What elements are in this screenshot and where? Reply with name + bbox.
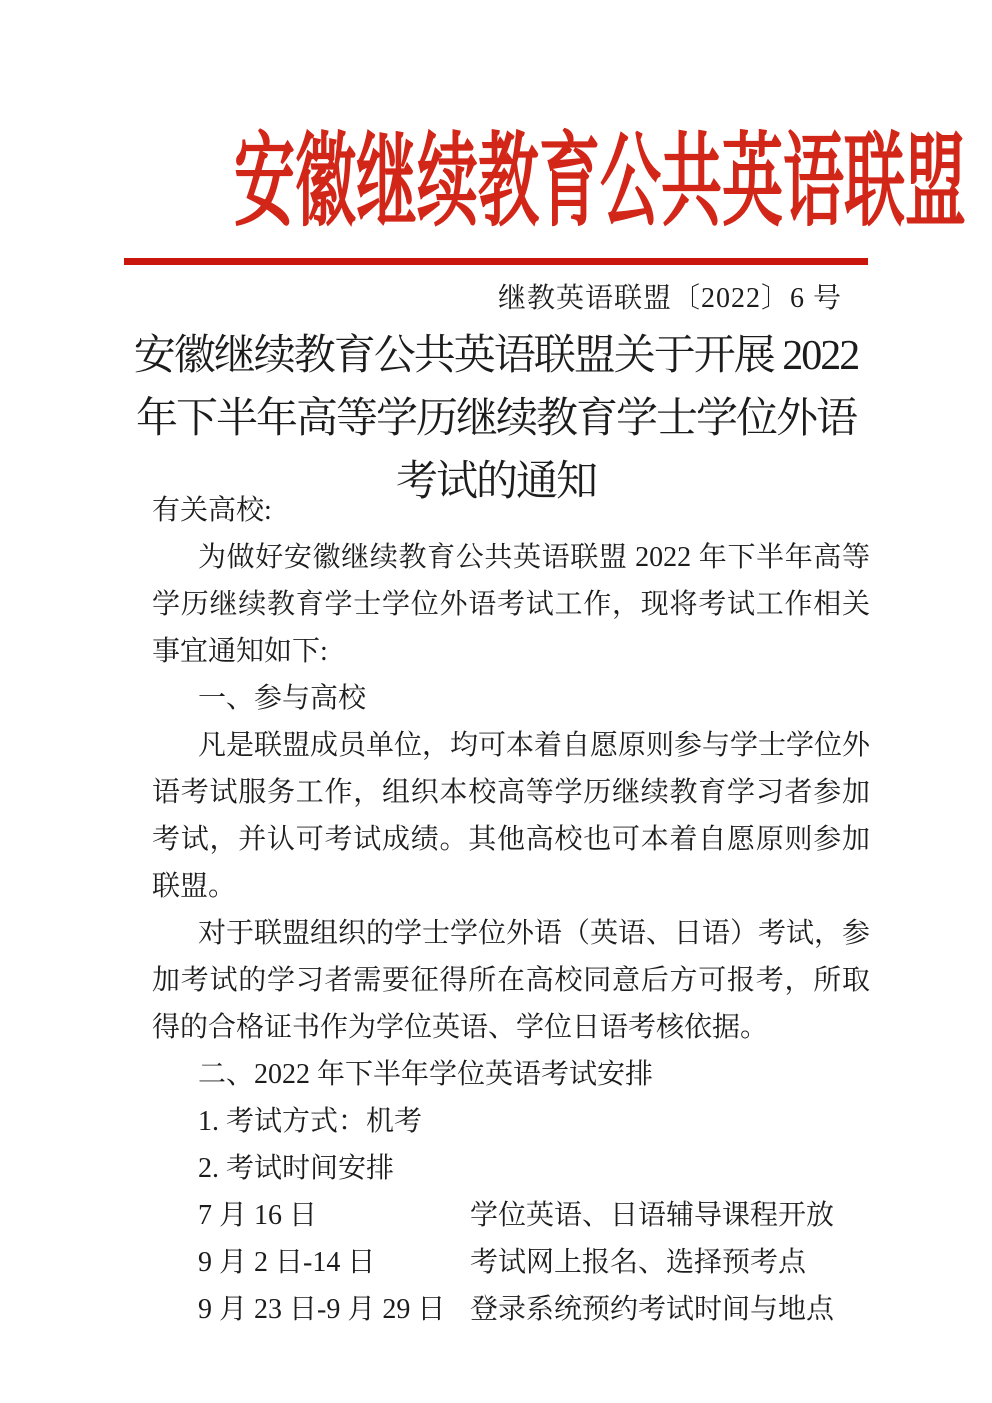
notice-title [0,325,992,514]
item-exam-schedule: 2. 考试时间安排 [198,1153,395,1184]
schedule-desc: 考试网上报名、选择预考点 [470,1247,807,1278]
schedule-date: 9 月 23 日-9 月 29 日 [198,1294,446,1325]
document-number: 继教英语联盟〔2022〕6 号 [497,283,842,314]
schedule-row [152,1239,870,1286]
schedule-row [152,1192,870,1239]
letterhead [0,120,992,245]
org-name: 安徽继续教育公共英语联盟 [234,125,966,240]
salutation: 有关高校: [152,495,272,526]
schedule-row [152,1286,870,1333]
paragraph-approval: 对于联盟组织的学士学位外语（英语、日语）考试，参加考试的学习者需要征得所在高校同意后方可报考，所取得的合格证书作为学位英语、学位日语考核依据。 [152,918,871,1043]
schedule-desc: 登录系统预约考试时间与地点 [470,1294,835,1325]
schedule-date: 7 月 16 日 [198,1200,318,1231]
red-divider-line [124,258,868,265]
notice-title-line: 安徽继续教育公共英语联盟关于开展 2022 [133,333,859,379]
notice-title-line: 年下半年高等学历继续教育学士学位外语 [135,396,856,442]
schedule-date: 9 月 2 日-14 日 [198,1247,376,1278]
item-exam-mode: 1. 考试方式：机考 [198,1106,423,1137]
notice-title-line: 考试的通知 [395,459,596,505]
schedule-desc: 学位英语、日语辅导课程开放 [470,1200,835,1231]
section-heading-2: 二、2022 年下半年学位英语考试安排 [198,1059,654,1090]
document-body [152,487,870,1333]
paragraph-membership: 凡是联盟成员单位，均可本着自愿原则参与学士学位外语考试服务工作，组织本校高等学历继续教育学习者参加考试，并认可考试成绩。其他高校也可本着自愿原则参加联盟。 [152,730,871,902]
section-heading-1: 一、参与高校 [198,683,367,714]
paragraph-intro: 为做好安徽继续教育公共英语联盟 2022 年下半年高等学历继续教育学士学位外语考试工作，现将考试工作相关事宜通知如下: [152,542,870,667]
